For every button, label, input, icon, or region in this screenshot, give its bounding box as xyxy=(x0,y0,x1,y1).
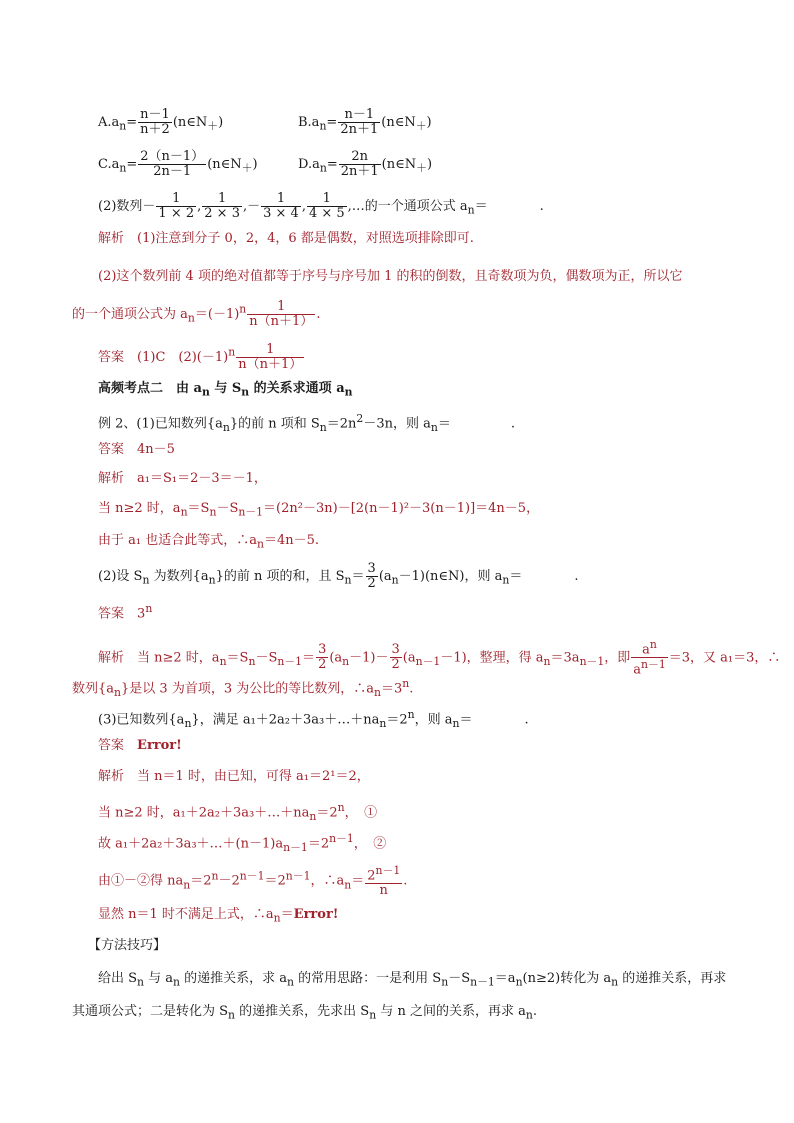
fraction: $\frac{a^n}{a^{n-1}}$ xyxy=(633,638,666,678)
example-2-part-1: 例 2、(1)已知数列$\{a_n\}$的前 n 项和 $S_n=2n^2-3n$，则 $a_n=$ . xyxy=(98,412,515,434)
example-2-part-2: (2)设 $S_n$ 为数列$\{a_n\}$的前 n 项的和，且 $S_n=$ $\frac{3}{2}$ $(a_n-1)(n\in N)$，则 $a_n=$ . xyxy=(98,561,579,591)
fraction: $\frac{3}{2}$ xyxy=(367,561,376,591)
method-tips-title: 【方法技巧】 xyxy=(88,938,167,953)
fraction: $\frac{2n}{2n+1}$ xyxy=(340,149,379,179)
method-tips-line-1: 给出 $S_n$ 与 $a_n$ 的递推关系，求 $a_n$ 的常用思路：一是利用 $S_n-S_{n-1}=a_n(n\ge 2)$转化为 $a_n$ 的递推关系，再求 xyxy=(98,971,727,989)
fraction: $\frac{1}{4 \times 5}$ xyxy=(308,191,345,221)
method-tips-line-2: 其通项公式；二是转化为 $S_n$ 的递推关系，先求出 $S_n$ 与 n 之间的关系，再求 $a_n$. xyxy=(72,1004,537,1022)
solution-2-part-3-line-4: 由①－②得 $na_n=2^n-2^{n-1}=2^{n-1}$，$\therefore a_n=$ $\frac{2^{n-1}}{n}$ . xyxy=(98,864,408,899)
example-2-part-3: (3)已知数列$\{a_n\}$，满足 $a_1+2a_2+3a_3+\dots+na_n=2^n$，则 $a_n=$ . xyxy=(98,708,529,730)
solution-1-line-3: 的一个通项公式为 $a_n=(-1)^n$ $\frac{1}{n(n+1)}$ . xyxy=(72,299,321,329)
solution-1-line-1: 解析 (1)注意到分子 0，2，4，6 都是偶数，对照选项排除即可. xyxy=(98,231,474,246)
fraction: $\frac{3}{2}$ xyxy=(318,642,327,673)
fraction: $\frac{3}{2}$ xyxy=(391,642,400,673)
fraction: $\frac{n-1}{2n+1}$ xyxy=(340,107,379,137)
section-heading: 高频考点二 由 $a_n$ 与 $S_n$ 的关系求通项 $a_n$ xyxy=(98,381,353,399)
option-a: $A.a_n=$ $\frac{n-1}{n+2}$ $(n\in N_+)$ xyxy=(98,107,224,137)
answer-1: 答案 (1)C $(2)(-1)^n$ $\frac{1}{n(n+1)}$ xyxy=(98,342,303,372)
solution-1-line-2: (2)这个数列前 4 项的绝对值都等于序号与序号加 1 的积的倒数，且奇数项为负，偶数项为正，所以它 xyxy=(98,269,683,284)
fraction: $\frac{1}{n(n+1)}$ xyxy=(249,299,314,329)
solution-2-part-2-line-1: 解析 当 n≥2 时，$a_n=S_n-S_{n-1}=$ $\frac{3}{2}$ $(a_n-1)-$ $\frac{3}{2}$ $(a_{n-1}-1)$，整理，得 $a_n=3a_{n-1}$，即 $\frac{a^n}{a^{n-1}}$ ＝3，又 a₁＝3，∴ xyxy=(98,638,781,678)
answer-2-part-1: 答案 4n－5 xyxy=(98,442,175,457)
solution-2-part-3-line-5: 显然 n＝1 时不满足上式，$\therefore a_n=Error$! xyxy=(98,907,339,925)
fraction: $\frac{1}{3 \times 4}$ xyxy=(263,191,299,221)
fraction: $\frac{n-1}{n+2}$ xyxy=(140,107,170,137)
fraction: $\frac{2^{n-1}}{n}$ xyxy=(367,864,401,899)
solution-2-part-2-line-2: 数列$\{a_n\}$是以 3 为首项，3 为公比的等比数列，$\therefore a_n=3^n$. xyxy=(72,677,414,699)
question-2: (2)数列－ $\frac{1}{1 \times 2}$ , $\frac{1}{2 \times 3}$ ,－ $\frac{1}{3 \times 4}$ , $\frac{1}{4 \times 5}$ ,…的一个通项公式 $a_n=$ . xyxy=(98,191,544,221)
option-d: $D.a_n=$ $\frac{2n}{2n+1}$ $(n\in N_+)$ xyxy=(298,149,433,179)
fraction: $\frac{1}{2 \times 3}$ xyxy=(204,191,240,221)
answer-2-part-2: 答案 3$^n$ xyxy=(98,602,153,622)
fraction: $\frac{2(n-1)}{2n-1}$ xyxy=(140,149,205,179)
solution-2-part-1-line-1: 解析 a₁＝S₁＝2－3＝－1， xyxy=(98,471,267,486)
option-c: $C.a_n=$ $\frac{2(n-1)}{2n-1}$ $(n\in N_+)$ xyxy=(98,149,258,179)
solution-2-part-3-line-2: 当 n≥2 时，$a_1+2a_2+3a_3+\dots+na_n=2^n$， ① xyxy=(98,801,378,823)
fraction: $\frac{1}{n(n+1)}$ xyxy=(238,342,303,372)
fraction: $\frac{1}{1 \times 2}$ xyxy=(158,191,195,221)
solution-2-part-1-line-3: 由于 a₁ 也适合此等式，$\therefore a_n=4n-5$. xyxy=(98,533,320,551)
solution-2-part-1-line-2: 当 n≥2 时，$a_n=S_n-S_{n-1}=(2n^2-3n)-[2(n-1)^2-3(n-1)]=4n-5$， xyxy=(98,501,540,519)
solution-2-part-3-line-3: 故 $a_1+2a_2+3a_3+\dots+(n-1)a_{n-1}=2^{n-1}$， ② xyxy=(98,832,387,854)
option-b: $B.a_n=$ $\frac{n-1}{2n+1}$ $(n\in N_+)$ xyxy=(298,107,432,137)
solution-2-part-3-line-1: 解析 当 n＝1 时，由已知，可得 a₁＝2¹＝2， xyxy=(98,769,370,784)
answer-2-part-3: 答案 Error! xyxy=(98,738,182,753)
